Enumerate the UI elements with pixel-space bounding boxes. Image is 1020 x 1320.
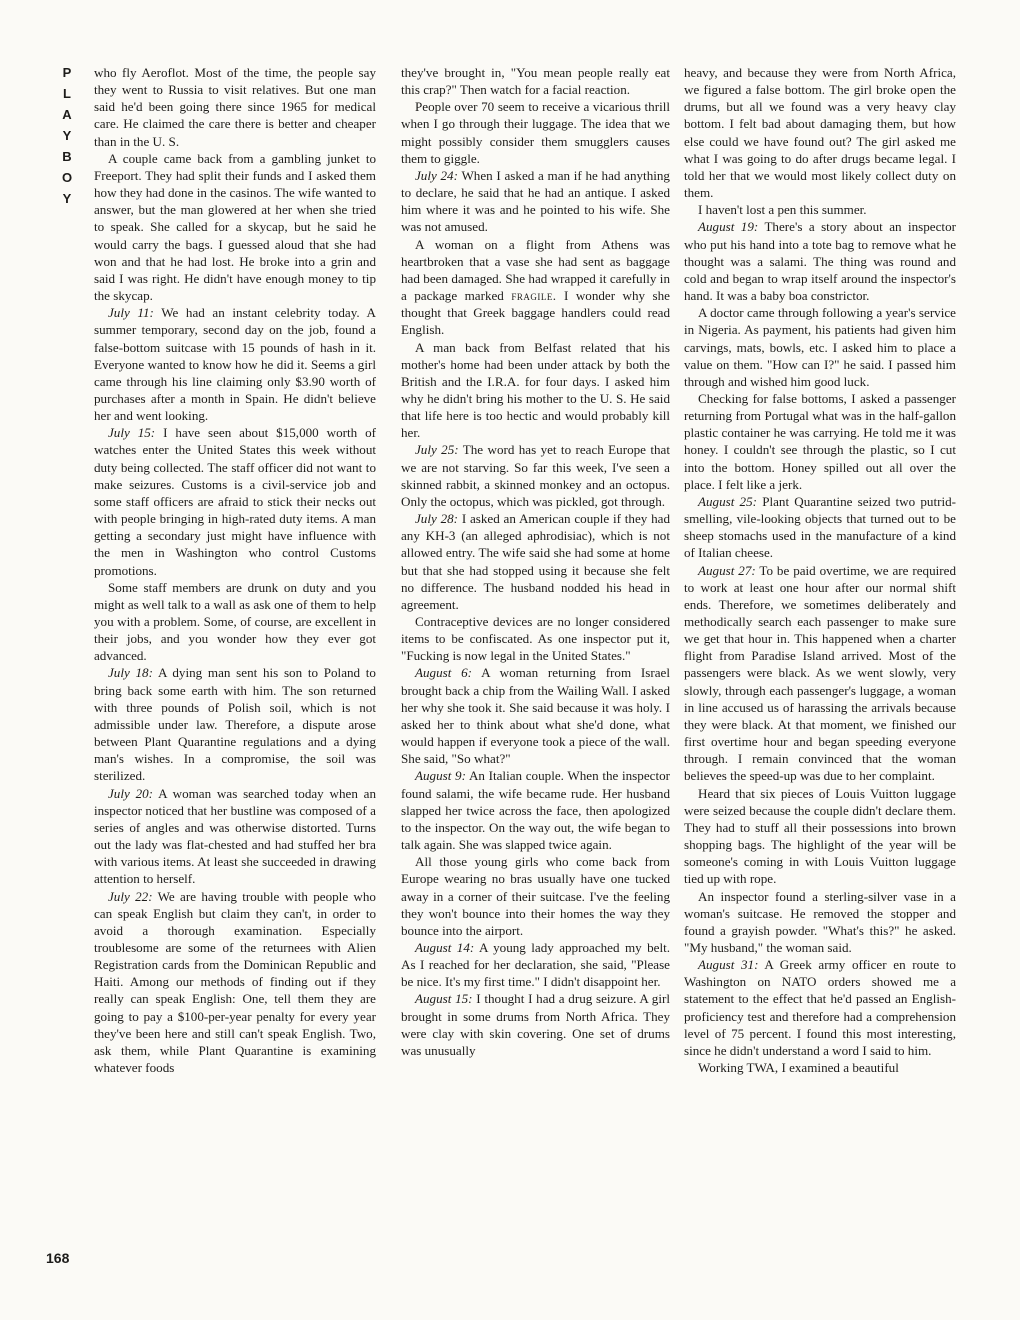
article-paragraph: All those young girls who come back from Europe wearing no bras usually have one tucked away in a corner of their suitcase. I've the feeling they won't bounce into their homes the way they bounce into the airport. bbox=[401, 854, 670, 938]
article-paragraph: August 9: An Italian couple. When the inspector found salami, the wife became rude. Her husband slapped her twice across the face, then apologized to the inspector. On the way out, the wife began to talk again. She was slapped twice again. bbox=[401, 768, 670, 853]
entry-date: July 28: bbox=[415, 511, 459, 527]
entry-date: July 22: bbox=[108, 888, 153, 904]
masthead-letter: Y bbox=[62, 128, 72, 143]
article-paragraph: Heard that six pieces of Louis Vuitton luggage were seized because the couple didn't declare them. They had to stuff all their possessions into brown shopping bags. The highlight of the year will be someone's coming in with Louis Vuitton luggage tied up with rope. bbox=[684, 785, 956, 887]
masthead-letter: L bbox=[63, 86, 71, 101]
article-paragraph: A woman on a flight from Athens was heartbroken that a vase she had sent as baggage had been damaged. She had wrapped it carefully in a package marked fragile. I wonder why she thought that Greek baggage handlers could read English. bbox=[401, 236, 670, 338]
text-column-2 bbox=[401, 64, 670, 1059]
masthead bbox=[52, 62, 82, 209]
article-paragraph: July 18: A dying man sent his son to Poland to bring back some earth with him. The son returned with three pounds of Polish soil, which is not admissible under law. Therefore, a dispute arose between Plant Quarantine regulations and a dying man's wishes. In a compromise, the soil was sterilized. bbox=[94, 665, 376, 784]
entry-date: July 18: bbox=[108, 665, 153, 681]
article-paragraph: they've brought in, "You mean people really eat this crap?" Then watch for a facial reaction. bbox=[401, 65, 670, 98]
article-paragraph: August 14: A young lady approached my belt. As I reached for her declaration, she said, "Please be nice. It's my first time." I didn't disappoint her. bbox=[401, 939, 671, 990]
article-paragraph: Checking for false bottoms, I asked a passenger returning from Portugal what was in the half-gallon plastic container he was carrying. He told me it was honey. I couldn't see through the plastic, so I cut into the bottom. Honey spilled out all over the place. I felt like a jerk. bbox=[684, 390, 956, 492]
article-paragraph: July 28: I asked an American couple if they had any KH-3 (an alleged aphrodisiac), which is not allowed entry. The wife said she had some at home but that she had stopped using it because she felt no difference. The husband nodded his head in agreement. bbox=[401, 511, 670, 612]
entry-date: July 11: bbox=[108, 305, 154, 321]
article-paragraph: July 11: We had an instant celebrity today. A summer temporary, second day on the job, found a false-bottom suitcase with 15 pounds of hash in it. Everyone wanted to know how he did it. Seems a girl came through his line claiming only $3.90 worth of purchases after a month in Spain. He didn't believe her and went looking. bbox=[94, 305, 376, 424]
article-paragraph: July 20: A woman was searched today when an inspector noticed that her bustline was composed of a series of angles and was otherwise distorted. Turns out the lady was flat-chested and had stuffed her bra with various items. At least she succeeded in drawing attention to herself. bbox=[94, 785, 376, 887]
article-paragraph: A doctor came through following a year's service in Nigeria. As payment, his patients had given him carvings, mats, bowls, etc. I asked him to place a value on them. "How can I?" he said. I passed him through and wished him good luck. bbox=[684, 305, 956, 389]
article-paragraph: People over 70 seem to receive a vicarious thrill when I go through their luggage. The idea that we might possibly consider them smugglers causes them to giggle. bbox=[401, 99, 670, 166]
article-paragraph: August 19: There's a story about an inspector who put his hand into a tote bag to remove what he thought was a salami. The thing was round and cold and began to wrap itself around the inspector's hand. It was a baby boa constrictor. bbox=[684, 219, 956, 304]
article-paragraph: August 31: A Greek army officer en route to Washington on NATO orders showed me a statement to the effect that he'd passed an English-proficiency test and therefore had a comprehension level of 75 percent. I found this most interesting, since he didn't understand a word I said to him. bbox=[684, 957, 956, 1058]
entry-date: August 6: bbox=[415, 665, 473, 681]
article-paragraph: Working TWA, I examined a beautiful bbox=[698, 1060, 899, 1076]
article-paragraph: A man back from Belfast related that his mother's home had been under attack by both the British and the I.R.A. for four days. I asked him why he didn't bring his mother to the U. S. He said that life here is too hectic and would probably kill her. bbox=[401, 339, 670, 441]
masthead-letter: A bbox=[62, 107, 72, 122]
entry-date: August 14: bbox=[415, 939, 475, 955]
entry-date: July 20: bbox=[108, 785, 154, 801]
entry-date: August 31: bbox=[698, 957, 759, 973]
article-paragraph: A couple came back from a gambling junket to Freeport. They had split their funds and I asked them how they had done in the casinos. The wife wanted to answer, but the man glowered at her when she tried to speak. She called for a skycap, but he said he would carry the bags. I guessed aloud that she had won and that he had lost. He broke into a grin and said I was right. He didn't have enough money to tip the skycap. bbox=[94, 150, 376, 304]
entry-date: August 15: bbox=[415, 991, 473, 1007]
article-paragraph: July 15: I have seen about $15,000 worth of watches enter the United States this week without duty being collected. The staff officer did not want to make seizures. Customs is a civil-service job and some staff officers are afraid to stick their necks out with people bringing in high-rated duty items. A man getting a secondary just might have influence with the men in Washington who control Customs promotions. bbox=[94, 425, 376, 578]
entry-date: August 25: bbox=[698, 493, 758, 509]
text-column-3 bbox=[684, 64, 956, 1076]
entry-date: July 15: bbox=[108, 425, 156, 441]
article-paragraph: August 25: Plant Quarantine seized two putrid-smelling, vile-looking objects that turned out to be sheep stomachs used in the manufacture of a kind of Italian cheese. bbox=[684, 493, 956, 561]
article-paragraph: August 27: To be paid overtime, we are required to work at least one hour after our normal shift ends. Therefore, we sometimes deliberately and methodically search each passenger to make sure we get that hour in. This happened when a charter flight from Paradise Island arrived. Most of the passengers were black. As we went slowly, very slowly, through each passenger's luggage, a woman in line accused us of harassing the arrivals because they were black. At that moment, we finished our first overtime hour and began speeding everyone through. I remain convinced that the woman believes the speed-up was due to her complaint. bbox=[684, 562, 957, 784]
article-paragraph: July 25: The word has yet to reach Europe that we are not starving. So far this week, I've seen a skinned rabbit, a skinned monkey and an octopus. Only the octopus, which was pickled, got through. bbox=[401, 442, 670, 509]
text-column-1 bbox=[94, 64, 376, 1076]
article-paragraph: An inspector found a sterling-silver vase in a woman's suitcase. He removed the stopper and found a grayish powder. "What's this?" he asked. "My husband," the woman said. bbox=[684, 888, 956, 955]
article-paragraph: who fly Aeroflot. Most of the time, the people say they went to Russia to visit relatives. But one man said he'd been going there since 1965 for medical care. He claimed the care there is better and cheaper than in the U. S. bbox=[94, 65, 376, 149]
small-caps-word: fragile. bbox=[511, 288, 557, 304]
article-paragraph: August 6: A woman returning from Israel brought back a chip from the Wailing Wall. I asked her why she took it. She said because it was holy. I asked her to think about what she'd done, what would happen if everyone took a piece of the wall. She said, "So what?" bbox=[401, 665, 670, 767]
entry-date: July 25: bbox=[415, 442, 459, 458]
entry-date: July 24: bbox=[415, 167, 458, 183]
page-number: 168 bbox=[46, 1250, 70, 1266]
entry-date: August 9: bbox=[415, 768, 466, 784]
masthead-letter: B bbox=[62, 149, 72, 164]
article-paragraph: July 22: We are having trouble with people who can speak English but claim they can't, in order to avoid a thorough examination. Especially troublesome are some of the returnees with Alien Registration cards from the Dominican Republic and Haiti. Among our methods of finding out if they really can speak English: One, tell them they are going to pay a $100-per-year penalty for every year they've been here and still can't speak English. Two, ask them, while Plant Quarantine is examining whatever foods bbox=[94, 888, 376, 1076]
article-paragraph: Contraceptive devices are no longer considered items to be confiscated. As one inspector put it, "Fucking is now legal in the United States." bbox=[401, 614, 670, 664]
entry-date: August 27: bbox=[698, 562, 756, 578]
masthead-letter: Y bbox=[62, 191, 72, 206]
masthead-letter: O bbox=[61, 170, 73, 185]
article-paragraph: August 15: I thought I had a drug seizure. A girl brought in some drums from North Africa. They were clay with skin covering. One set of drums was unusually bbox=[401, 991, 670, 1058]
article-paragraph: July 24: When I asked a man if he had anything to declare, he said that he had an antique. I asked him where it was and he pointed to his wife. She was not amused. bbox=[401, 167, 670, 235]
masthead-letter: P bbox=[62, 65, 72, 80]
article-paragraph: heavy, and because they were from North Africa, we figured a false bottom. The girl broke open the drums, but all we found was a very heavy clay bottom. I felt bad about damaging them, but how else could we have found out? The girl asked me what I was going to do after drugs became legal. I told her that we would most likely collect duty on them. bbox=[684, 65, 956, 201]
entry-date: August 19: bbox=[698, 219, 759, 235]
article-paragraph: I haven't lost a pen this summer. bbox=[698, 202, 867, 218]
article-paragraph: Some staff members are drunk on duty and you might as well talk to a wall as ask one of them to help you with a problem. Some, of course, are excellent in their jobs, and you wonder how they ever got advanced. bbox=[94, 579, 376, 664]
